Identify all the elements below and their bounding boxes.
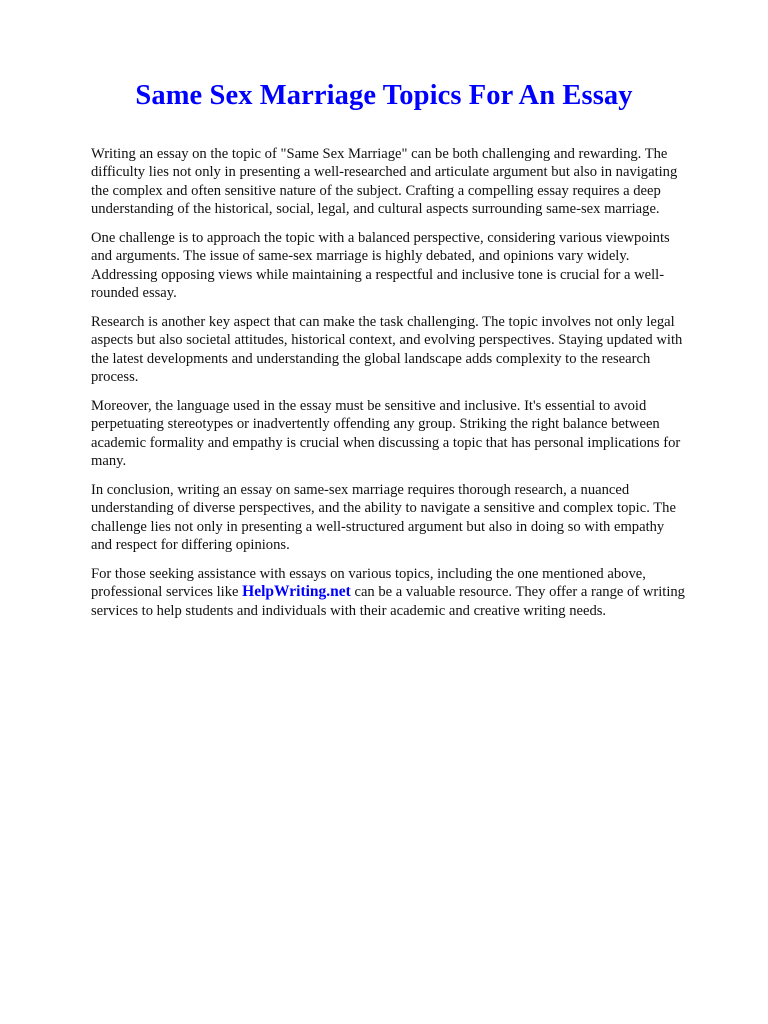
text-line: aspects but also societal attitudes, historical context, and evolving perspectives. Staying updated with: [91, 332, 683, 349]
text-line: Addressing opposing views while maintaining a respectful and inclusive tone is crucial for a well-: [91, 266, 665, 283]
text-line: process.: [91, 368, 139, 385]
page-title: Same Sex Marriage Topics For An Essay: [135, 80, 633, 111]
text-line: perpetuating stereotypes or inadvertently offending any group. Striking the right balance between: [91, 416, 660, 433]
essay-body: [91, 145, 731, 631]
paragraph-closing: [91, 565, 731, 620]
text-line: the complex and often sensitive nature of the subject. Crafting a compelling essay requires a deep: [91, 182, 661, 199]
text-line: Research is another key aspect that can make the task challenging. The topic involves not only legal: [91, 313, 675, 330]
text-line: [91, 583, 731, 601]
text-line: For those seeking assistance with essays on various topics, including the one mentioned above,: [91, 565, 646, 582]
paragraph-4: [91, 397, 731, 470]
text-line: challenge lies not only in presenting a well-structured argument but also in doing so with empathy: [91, 518, 665, 535]
text-line: Moreover, the language used in the essay must be sensitive and inclusive. It's essential to avoid: [91, 397, 647, 414]
text-line: understanding of the historical, social, legal, and cultural aspects surrounding same-sex marriage.: [91, 200, 660, 217]
text-line: academic formality and empathy is crucial when discussing a topic that has personal implications for: [91, 434, 681, 451]
text-segment: can be a valuable resource. They offer a range of writing: [350, 584, 685, 601]
text-line: In conclusion, writing an essay on same-sex marriage requires thorough research, a nuanced: [91, 481, 630, 498]
paragraph-5: [91, 481, 731, 554]
text-line: One challenge is to approach the topic with a balanced perspective, considering various viewpoints: [91, 229, 670, 246]
paragraph-3: [91, 313, 731, 386]
text-line: and respect for differing opinions.: [91, 536, 290, 553]
text-line: understanding of diverse perspectives, and the ability to navigate a sensitive and complex topic. The: [91, 500, 676, 517]
text-line: the latest developments and understanding the global landscape adds complexity to the research: [91, 350, 651, 367]
paragraph-2: [91, 229, 731, 302]
paragraph-1: [91, 145, 731, 218]
text-line: and arguments. The issue of same-sex marriage is highly debated, and opinions vary widely.: [91, 248, 630, 265]
text-line: rounded essay.: [91, 284, 177, 301]
text-line: difficulty lies not only in presenting a well-researched and articulate argument but also in navigating: [91, 164, 678, 181]
text-segment: professional services like: [91, 584, 243, 601]
text-line: many.: [91, 452, 127, 469]
text-line: Writing an essay on the topic of "Same Sex Marriage" can be both challenging and rewarding. The: [91, 146, 668, 162]
helpwriting-link[interactable]: HelpWriting.net: [242, 583, 351, 601]
text-line: services to help students and individuals with their academic and creative writing needs.: [91, 602, 607, 619]
